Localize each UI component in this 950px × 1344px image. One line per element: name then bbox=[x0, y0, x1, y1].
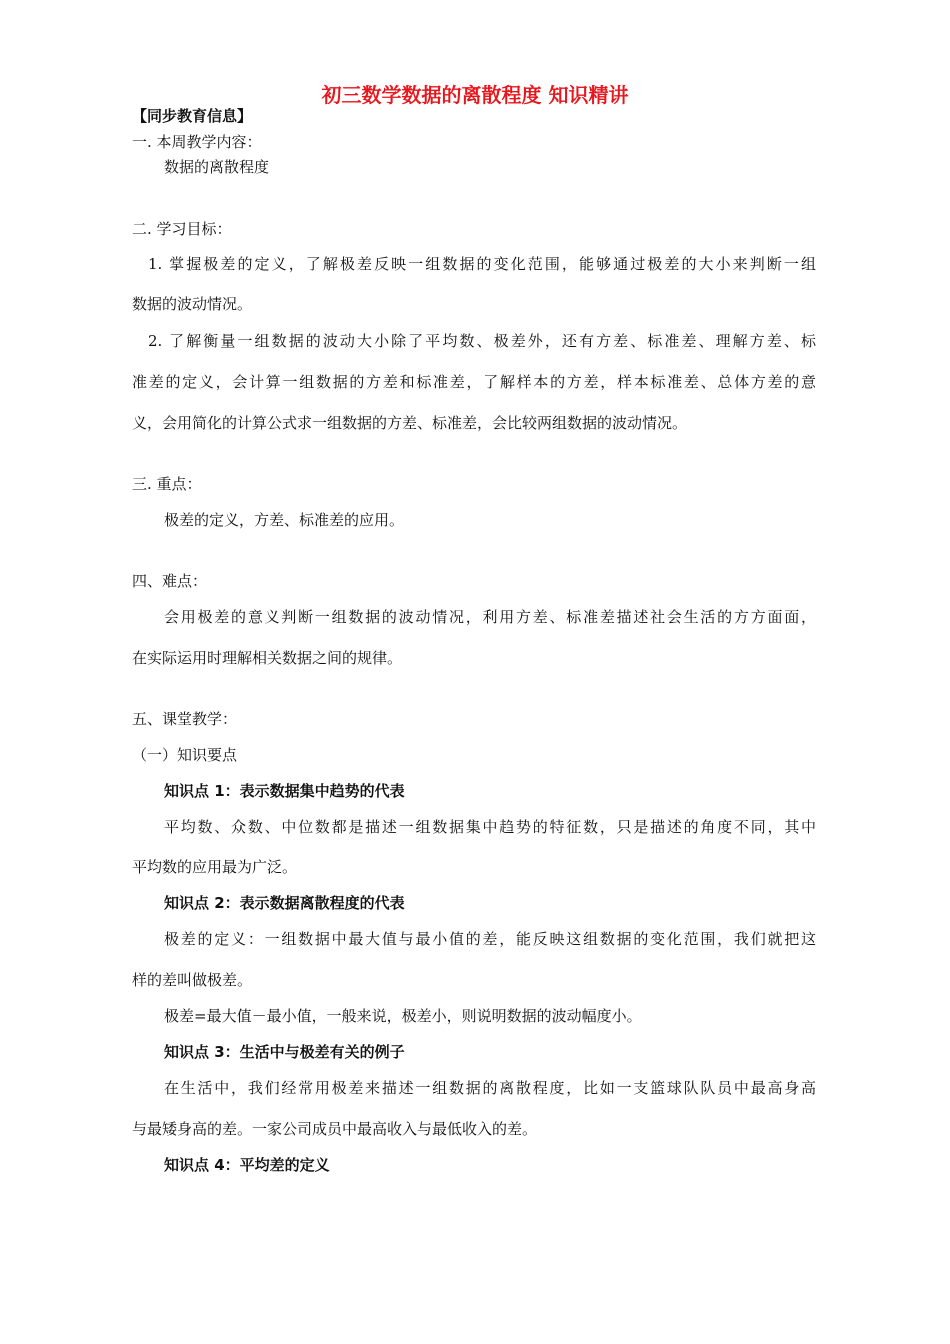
section2-heading: 二. 学习目标： bbox=[132, 220, 232, 238]
section2-item2-line1: 2. 了解衡量一组数据的波动大小除了平均数、极差外，还有方差、标准差、理解方差、标 bbox=[148, 332, 816, 350]
kp3-title: 知识点 3：生活中与极差有关的例子 bbox=[164, 1043, 405, 1061]
section2-item1-line1: 1. 掌握极差的定义，了解极差反映一组数据的变化范围，能够通过极差的大小来判断一组 bbox=[148, 255, 816, 273]
section4-heading: 四、难点： bbox=[132, 572, 208, 590]
kp1-line1: 平均数、众数、中位数都是描述一组数据集中趋势的特征数，只是描述的角度不同，其中 bbox=[164, 818, 816, 836]
kp2-line3: 极差=最大值－最小值，一般来说，极差小，则说明数据的波动幅度小。 bbox=[164, 1007, 642, 1025]
section1-content: 数据的离散程度 bbox=[164, 158, 270, 176]
section3-content: 极差的定义，方差、标准差的应用。 bbox=[164, 511, 405, 529]
kp3-line1: 在生活中，我们经常用极差来描述一组数据的离散程度，比如一支篮球队队员中最高身高 bbox=[164, 1079, 816, 1097]
section3-heading: 三. 重点： bbox=[132, 475, 202, 493]
section2-item2-line2: 准差的定义，会计算一组数据的方差和标准差，了解样本的方差，样本标准差、总体方差的意 bbox=[132, 373, 816, 391]
kp2-title: 知识点 2：表示数据离散程度的代表 bbox=[164, 894, 405, 912]
kp3-line2: 与最矮身高的差。一家公司成员中最高收入与最低收入的差。 bbox=[132, 1120, 538, 1138]
kp4-title: 知识点 4：平均差的定义 bbox=[164, 1156, 330, 1174]
section4-line1: 会用极差的意义判断一组数据的波动情况，利用方差、标准差描述社会生活的方方面面， bbox=[164, 608, 816, 626]
document-title: 初三数学数据的离散程度 知识精讲 bbox=[321, 83, 629, 107]
section2-item1-line2: 数据的波动情况。 bbox=[132, 295, 253, 313]
kp1-line2: 平均数的应用最为广泛。 bbox=[132, 858, 298, 876]
section1-heading: 一. 本周教学内容： bbox=[132, 133, 262, 151]
section5-sub-heading: （一）知识要点 bbox=[132, 746, 238, 764]
kp2-line2: 样的差叫做极差。 bbox=[132, 971, 253, 989]
section4-line2: 在实际运用时理解相关数据之间的规律。 bbox=[132, 649, 403, 667]
kp1-title: 知识点 1：表示数据集中趋势的代表 bbox=[164, 782, 405, 800]
info-header: 【同步教育信息】 bbox=[132, 107, 253, 125]
section2-item2-line3: 义，会用简化的计算公式求一组数据的方差、标准差，会比较两组数据的波动情况。 bbox=[132, 414, 688, 432]
kp2-line1: 极差的定义：一组数据中最大值与最小值的差，能反映这组数据的变化范围，我们就把这 bbox=[164, 930, 816, 948]
section5-heading: 五、课堂教学： bbox=[132, 710, 238, 728]
